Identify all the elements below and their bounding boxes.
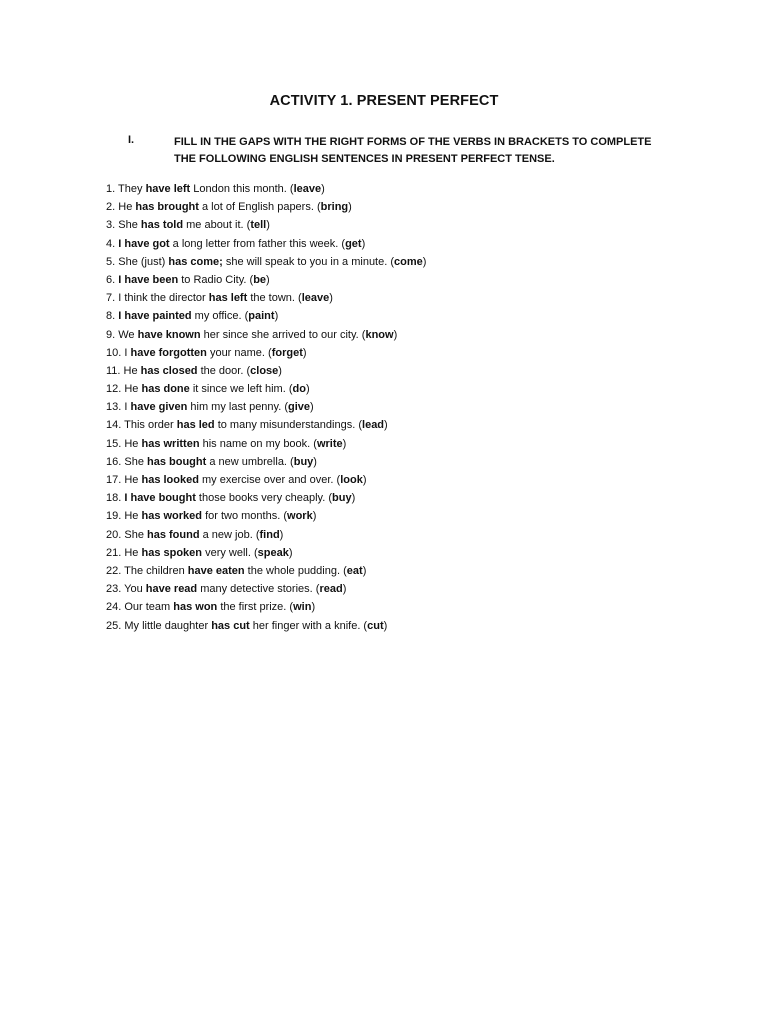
item-text-after: his name on my book. bbox=[199, 437, 311, 450]
item-text-after: those books very cheaply. bbox=[195, 492, 326, 505]
item-text-before: My little daughter bbox=[124, 619, 212, 632]
item-number: 3. bbox=[106, 219, 116, 232]
item-text-after: him my last penny. bbox=[187, 401, 282, 414]
item-text-before: He bbox=[123, 364, 141, 377]
item-number: 21. bbox=[106, 546, 122, 559]
item-verb: do bbox=[292, 383, 306, 396]
item-verb: win bbox=[293, 601, 312, 614]
item-verb: give bbox=[288, 401, 311, 414]
item-answer: have forgotten bbox=[130, 346, 207, 359]
item-verb: forget bbox=[271, 346, 303, 359]
item-text-after: the town. bbox=[247, 292, 295, 305]
exercise-item: 14. This order has led to many misunderstandings. (lead) bbox=[106, 419, 388, 432]
exercise-item: 12. He has done it since we left him. (do) bbox=[106, 383, 310, 396]
item-answer: have known bbox=[137, 328, 201, 341]
item-text-before: You bbox=[124, 583, 146, 596]
item-verb: come bbox=[394, 255, 423, 268]
item-answer: I have bought bbox=[124, 492, 196, 505]
item-number: 16. bbox=[106, 455, 122, 468]
item-verb: tell bbox=[250, 219, 267, 232]
item-answer: I have been bbox=[118, 273, 179, 286]
item-text-before: He bbox=[124, 474, 142, 486]
item-answer: have eaten bbox=[187, 564, 245, 577]
item-answer: has brought bbox=[135, 201, 199, 214]
item-text-before: He bbox=[118, 201, 136, 214]
item-answer: has found bbox=[147, 528, 200, 541]
item-answer: has won bbox=[173, 601, 218, 614]
exercise-item: 5. She (just) has come; she will speak to you in a minute. (come) bbox=[106, 255, 427, 268]
item-text-after: to many misunderstandings. bbox=[214, 419, 356, 432]
item-text-before: He bbox=[124, 383, 142, 396]
item-text-after: the first prize. bbox=[217, 601, 287, 614]
item-number: 20. bbox=[106, 528, 122, 541]
item-text-after: it since we left him. bbox=[189, 383, 286, 396]
exercise-item: 17. He has looked my exercise over and over. (look) bbox=[106, 474, 367, 486]
item-text-after: a long letter from father this week. bbox=[169, 237, 339, 250]
exercise-item: 24. Our team has won the first prize. (win) bbox=[106, 601, 316, 614]
item-text-before: I bbox=[124, 401, 131, 414]
item-text-before: She bbox=[124, 528, 147, 541]
instruction-text: FILL IN THE GAPS WITH THE RIGHT FORMS OF THE VERBS IN BRACKETS TO COMPLETE THE FOLLOWING ENGLISH SENTENCES IN PRESENT PERFECT TENSE. bbox=[174, 136, 652, 165]
exercise-item: 15. He has written his name on my book. (write) bbox=[106, 437, 347, 450]
item-text-before: He bbox=[124, 437, 142, 450]
exercise-item: 4. I have got a long letter from father this week. (get) bbox=[106, 237, 366, 250]
item-verb: work bbox=[287, 510, 313, 523]
item-number: 5. bbox=[106, 255, 116, 268]
item-text-after: a new job. bbox=[199, 528, 253, 541]
exercise-item: 25. My little daughter has cut her finger with a knife. (cut) bbox=[106, 619, 388, 632]
item-verb: eat bbox=[346, 564, 363, 577]
item-answer: I have got bbox=[118, 237, 170, 250]
item-text-after: the whole pudding. bbox=[244, 564, 341, 577]
page-title: ACTIVITY 1. PRESENT PERFECT bbox=[269, 93, 499, 109]
item-text-before: The children bbox=[124, 564, 188, 577]
item-answer: has led bbox=[176, 419, 215, 432]
item-answer: have read bbox=[145, 583, 198, 596]
item-verb: look bbox=[340, 474, 363, 486]
item-text-after: her finger with a knife. bbox=[249, 619, 361, 632]
item-verb: buy bbox=[293, 455, 314, 468]
item-verb: leave bbox=[301, 292, 330, 305]
item-number: 6. bbox=[106, 273, 116, 286]
item-verb: get bbox=[345, 237, 362, 250]
item-text-before: She (just) bbox=[118, 255, 169, 268]
item-number: 17. bbox=[106, 474, 122, 486]
item-number: 12. bbox=[106, 383, 122, 396]
item-text-after: to Radio City. bbox=[178, 273, 247, 286]
exercise-item: 11. He has closed the door. (close) bbox=[106, 364, 282, 377]
item-number: 14. bbox=[106, 419, 122, 432]
item-verb: buy bbox=[332, 492, 352, 505]
exercise-item: 3. She has told me about it. (tell) bbox=[106, 219, 270, 232]
item-verb: speak bbox=[257, 546, 289, 559]
item-text-before: I bbox=[124, 346, 131, 359]
item-number: 13. bbox=[106, 401, 122, 414]
item-text-before: Our team bbox=[124, 601, 174, 614]
exercise-item: 13. I have given him my last penny. (give) bbox=[106, 401, 314, 414]
item-number: 19. bbox=[106, 510, 122, 523]
item-number: 1. bbox=[106, 183, 116, 195]
item-answer: have given bbox=[130, 401, 188, 414]
item-text-before: I think the director bbox=[118, 292, 209, 305]
item-text-after: my office. bbox=[191, 310, 242, 323]
item-number: 24. bbox=[106, 601, 122, 614]
exercise-item: 7. I think the director has left the town. (leave) bbox=[106, 292, 333, 305]
item-text-after: she will speak to you in a minute. bbox=[222, 255, 388, 268]
item-number: 11. bbox=[106, 364, 121, 377]
item-text-after: very well. bbox=[202, 546, 251, 559]
item-number: 23. bbox=[106, 583, 122, 596]
exercise-item: 8. I have painted my office. (paint) bbox=[106, 310, 279, 323]
item-answer: has done bbox=[141, 383, 190, 396]
item-number: 18. bbox=[106, 492, 122, 505]
item-number: 10. bbox=[106, 346, 122, 359]
item-answer: has closed bbox=[140, 364, 198, 377]
item-text-after: the door. bbox=[197, 364, 244, 377]
item-text-after: me about it. bbox=[183, 219, 244, 232]
item-verb: know bbox=[365, 328, 394, 341]
exercise-item: 22. The children have eaten the whole pudding. (eat) bbox=[106, 564, 367, 577]
item-text-after: many detective stories. bbox=[197, 583, 313, 596]
item-text-before: This order bbox=[124, 419, 177, 432]
item-verb: lead bbox=[362, 419, 385, 432]
item-number: 7. bbox=[106, 292, 116, 305]
item-answer: has worked bbox=[141, 510, 203, 523]
item-text-after: a new umbrella. bbox=[206, 455, 287, 468]
item-text-before: They bbox=[118, 183, 146, 195]
item-answer: has spoken bbox=[141, 546, 203, 559]
item-verb: close bbox=[250, 364, 279, 377]
item-verb: leave bbox=[293, 183, 322, 195]
item-text-before: He bbox=[124, 546, 142, 559]
exercise-item: 20. She has found a new job. (find) bbox=[106, 528, 284, 541]
item-answer: has looked bbox=[141, 474, 199, 486]
item-answer: has left bbox=[208, 292, 248, 305]
item-text-after: a lot of English papers. bbox=[198, 201, 314, 214]
item-text-before: He bbox=[124, 510, 142, 523]
item-number: 15. bbox=[106, 437, 122, 450]
exercise-list bbox=[106, 180, 426, 635]
item-answer: has written bbox=[141, 437, 200, 450]
item-text-after: her since she arrived to our city. bbox=[200, 328, 359, 341]
exercise-item: 19. He has worked for two months. (work) bbox=[106, 510, 317, 523]
item-text-before: She bbox=[118, 219, 141, 232]
exercise-item: 2. He has brought a lot of English papers. (bring) bbox=[106, 201, 352, 214]
exercise-item: 18. I have bought those books very cheaply. (buy) bbox=[106, 492, 356, 505]
item-verb: find bbox=[259, 528, 280, 541]
item-answer: has told bbox=[140, 219, 184, 232]
item-number: 22. bbox=[106, 564, 122, 577]
item-answer: has bought bbox=[147, 455, 207, 468]
item-answer: I have painted bbox=[118, 310, 192, 323]
item-number: 8. bbox=[106, 310, 116, 323]
item-answer: has cut bbox=[211, 619, 250, 632]
exercise-item: 16. She has bought a new umbrella. (buy) bbox=[106, 455, 317, 468]
item-number: 2. bbox=[106, 201, 116, 214]
item-text-after: London this month. bbox=[190, 183, 287, 195]
exercise-item: 23. You have read many detective stories. (read) bbox=[106, 583, 347, 596]
instruction-number: I. bbox=[128, 134, 135, 146]
item-number: 9. bbox=[106, 328, 116, 341]
item-text-after: my exercise over and over. bbox=[198, 474, 334, 486]
item-verb: paint bbox=[248, 310, 275, 323]
item-text-after: your name. bbox=[206, 346, 265, 359]
exercise-item: 21. He has spoken very well. (speak) bbox=[106, 546, 293, 559]
item-verb: cut bbox=[367, 619, 384, 632]
item-number: 25. bbox=[106, 619, 122, 632]
item-verb: be bbox=[253, 273, 267, 286]
item-answer: have left bbox=[145, 183, 191, 195]
item-text-before: She bbox=[124, 455, 147, 468]
item-answer: has come; bbox=[168, 255, 223, 268]
item-text-after: for two months. bbox=[202, 510, 281, 523]
exercise-item: 9. We have known her since she arrived to our city. (know) bbox=[106, 328, 398, 341]
exercise-item: 10. I have forgotten your name. (forget) bbox=[106, 346, 307, 359]
exercise-item: 1. They have left London this month. (leave) bbox=[106, 183, 325, 195]
item-number: 4. bbox=[106, 237, 116, 250]
item-verb: read bbox=[319, 583, 343, 596]
item-verb: bring bbox=[320, 201, 349, 214]
exercise-item: 6. I have been to Radio City. (be) bbox=[106, 273, 270, 286]
item-text-before: We bbox=[118, 328, 138, 341]
item-verb: write bbox=[316, 437, 343, 450]
